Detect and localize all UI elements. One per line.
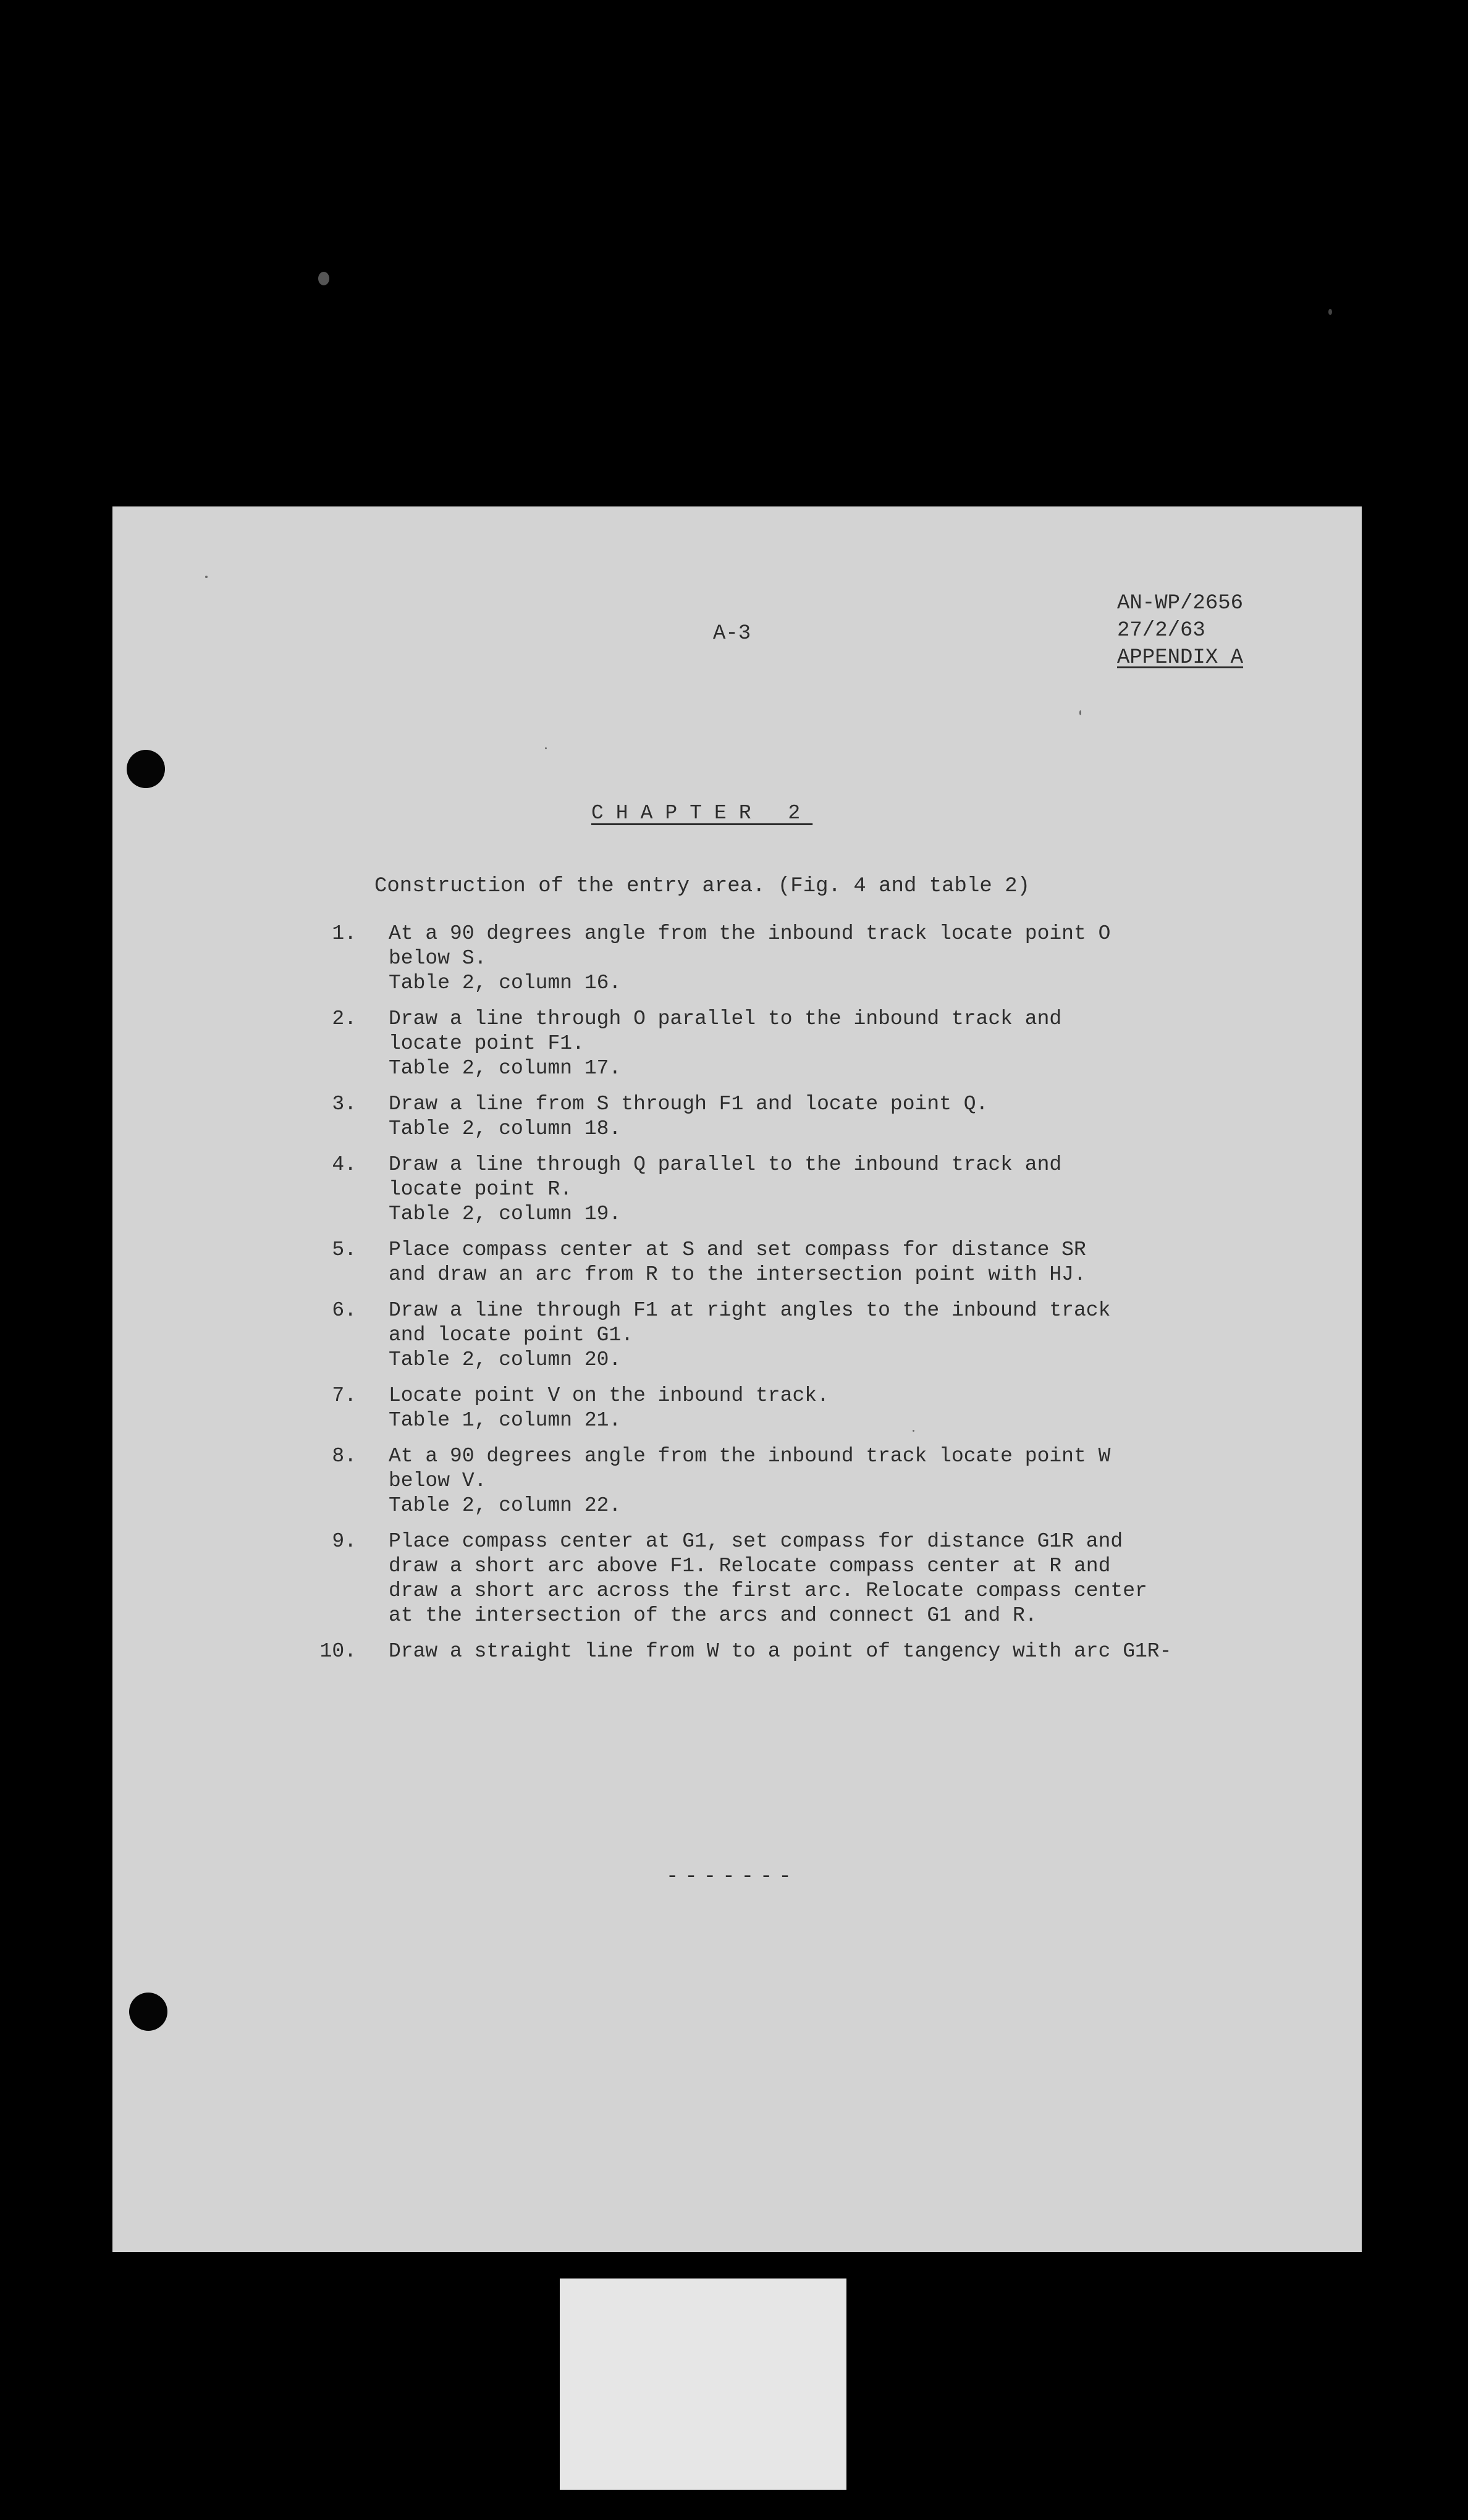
list-item [319,1153,1345,1227]
list-item [319,1384,1345,1433]
section-intro: Construction of the entry area. (Fig. 4 and table 2) [374,875,1030,898]
list-item [319,922,1345,996]
list-item [319,1639,1345,1664]
list-item [319,1298,1345,1372]
step-number: 7. [332,1384,356,1407]
step-number: 8. [332,1445,356,1468]
document-page [112,506,1362,2252]
speck [1079,710,1081,715]
step-number: 2. [332,1007,356,1030]
end-mark: ------- [666,1865,798,1889]
step-number: 1. [332,922,356,945]
reference-date: 27/2/63 [1117,619,1205,642]
step-text: At a 90 degrees angle from the inbound track locate point O below S. Table 2, column 16. [389,922,1111,994]
step-number: 6. [332,1299,356,1322]
document-reference [1117,590,1243,671]
speck [1328,309,1332,315]
list-item [319,1092,1345,1141]
speck [318,272,329,285]
list-item [319,1238,1345,1287]
step-text: Locate point V on the inbound track. Table 1, column 21. [389,1384,829,1432]
step-list [319,922,1345,1675]
speck [545,747,547,749]
appendix-label: APPENDIX A [1117,646,1244,670]
list-item [319,1444,1345,1518]
punch-hole [129,1993,167,2031]
step-text: Draw a line through Q parallel to the inbound track and locate point R. Table 2, column 19. [389,1153,1062,1225]
step-text: Draw a straight line from W to a point of tangency with arc G1R- [389,1640,1172,1663]
step-number: 9. [332,1530,356,1553]
step-number: 10. [319,1640,356,1663]
chapter-heading: CHAPTER 2 [591,802,813,825]
step-number: 5. [332,1238,356,1261]
speck [913,1430,914,1432]
page-number: A-3 [713,622,751,645]
punch-hole [127,750,165,788]
blank-card [560,2278,846,2490]
step-number: 4. [332,1153,356,1176]
speck [205,576,208,578]
step-text: Place compass center at G1, set compass for distance G1R and draw a short arc above F1. Relocate compass center at R and draw a short arc across the first arc. Relocate compass center at the intersection of the arcs and connect G1 and R. [389,1530,1147,1627]
step-text: Draw a line from S through F1 and locate point Q. Table 2, column 18. [389,1093,989,1140]
list-item [319,1529,1345,1628]
step-text: At a 90 degrees angle from the inbound track locate point W below V. Table 2, column 22. [389,1445,1111,1517]
list-item [319,1007,1345,1081]
step-text: Draw a line through F1 at right angles to the inbound track and locate point G1. Table 2, column 20. [389,1299,1111,1371]
step-text: Draw a line through O parallel to the inbound track and locate point F1. Table 2, column 17. [389,1007,1062,1080]
step-number: 3. [332,1093,356,1115]
reference-code: AN-WP/2656 [1117,592,1244,615]
step-text: Place compass center at S and set compass for distance SR and draw an arc from R to the intersection point with HJ. [389,1238,1086,1286]
